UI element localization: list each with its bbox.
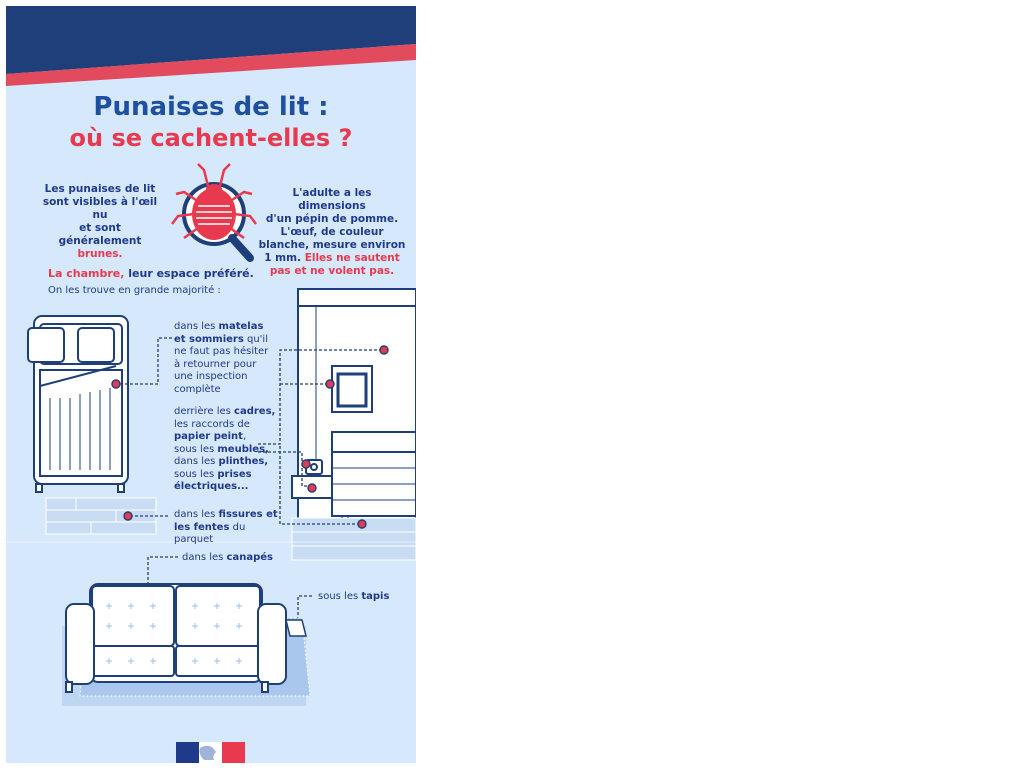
hotspot-matelas bbox=[112, 380, 120, 388]
wall-frame-illustration bbox=[332, 366, 372, 412]
label-matelas: dans les matelas et sommiers qu'il ne faut pas hésiter à retourner pour une inspection complète bbox=[174, 321, 269, 395]
hotspot-fissures bbox=[124, 512, 132, 520]
intro-right: L'adulte a les dimensions d'un pépin de pomme. L'œuf, de couleur blanche, mesure environ 1 mm. Elles ne sautent pas et ne volent pas. bbox=[258, 187, 406, 277]
label-fissures: dans les fissures et les fentes du parquet bbox=[174, 509, 278, 545]
bedroom-subheading: On les trouve en grande majorité : bbox=[48, 285, 221, 296]
sofa-illustration bbox=[66, 584, 286, 692]
title-line1: Punaises de lit : bbox=[93, 92, 329, 122]
bed-illustration bbox=[28, 316, 128, 492]
hotspot-frame bbox=[326, 380, 334, 388]
hotspot-plinthe bbox=[358, 520, 366, 528]
hotspot-prise bbox=[302, 460, 310, 468]
bedroom-heading: La chambre, leur espace préféré. bbox=[48, 267, 254, 280]
intro-left: Les punaises de lit sont visibles à l'œil nu et sont généralement brunes. bbox=[42, 183, 158, 260]
label-canapes: dans les canapés bbox=[182, 552, 273, 563]
hotspot-wall bbox=[380, 346, 388, 354]
label-tapis: sous les tapis bbox=[318, 591, 390, 602]
label-cadres: derrière les cadres, les raccords de papier peint, sous les meubles, dans les plinthes, sous les prises électriques... bbox=[174, 406, 276, 492]
title-line2: où se cachent-elles ? bbox=[69, 124, 353, 152]
hotspot-meubles bbox=[308, 484, 316, 492]
dresser-illustration bbox=[332, 432, 416, 530]
marianne-logo bbox=[176, 742, 245, 763]
poster bbox=[6, 6, 416, 763]
floor-planks bbox=[46, 498, 156, 534]
